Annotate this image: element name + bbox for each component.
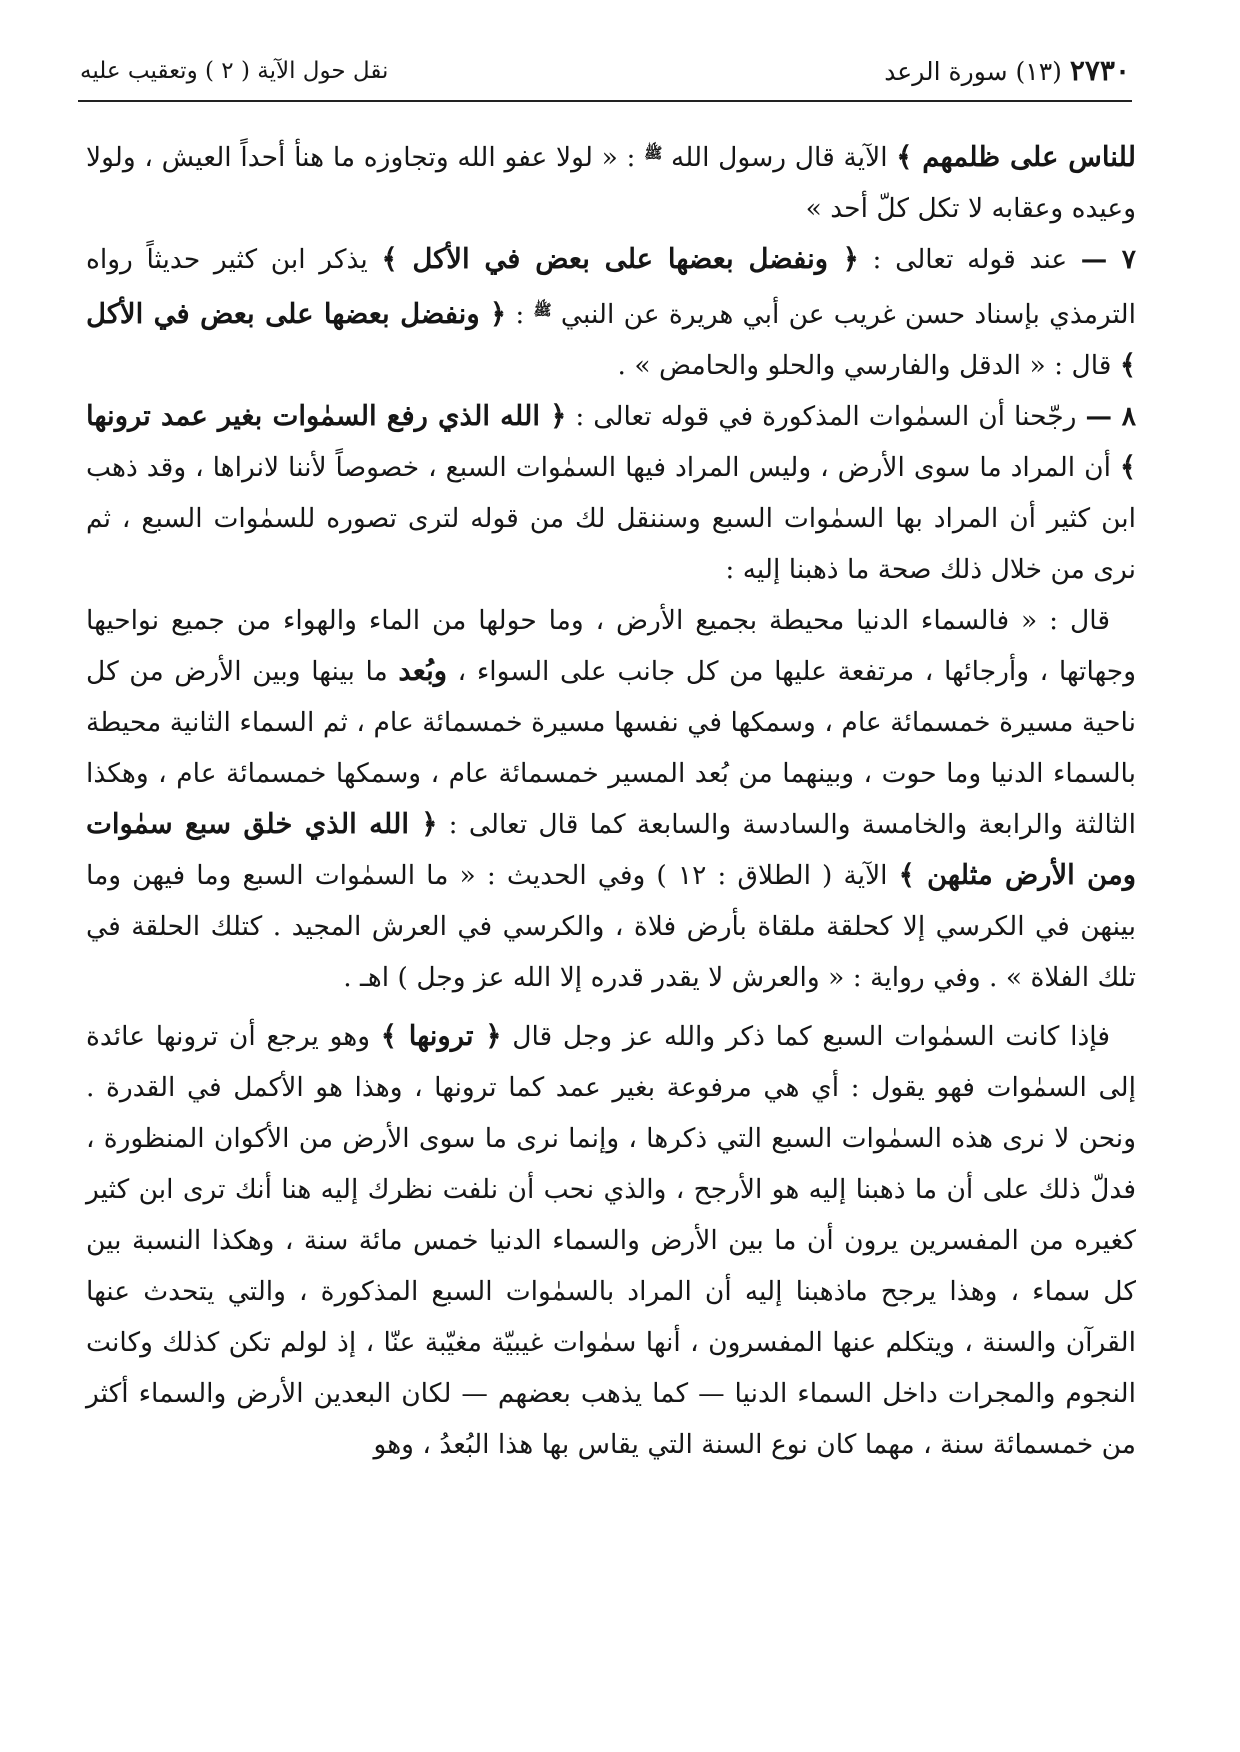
text-run: عند قوله تعالى : bbox=[858, 244, 1081, 275]
page-header bbox=[80, 48, 1130, 94]
paragraph-continuation bbox=[86, 128, 1136, 234]
text-run: رجّحنا أن السمٰوات المذكورة في قوله تعالى : bbox=[566, 401, 1086, 432]
salla-honorific-icon: ﷺ bbox=[644, 144, 663, 162]
text-run: يذكر ابن كثير حديثاً رواه الترمذي بإسناد حسن غريب عن أبي هريرة عن النبي bbox=[86, 244, 1136, 330]
page-number: ٢٧٣٠ bbox=[1069, 54, 1130, 87]
verse-quote: ﴿ ونفضل بعضها على بعض في الأكل ﴾ bbox=[86, 298, 1136, 381]
paragraph-commentary bbox=[86, 1011, 1136, 1470]
text-run: أن المراد ما سوى الأرض ، وليس المراد فيها السمٰوات السبع ، خصوصاً لأننا لانراها ، وقد ذهب ابن كثير أن المراد بها السمٰوات السبع وسننقل لك من قوله لترى تصوره للسمٰوات السبع ، ثم نرى من خلال ذلك صحة ما ذهبنا إليه : bbox=[86, 452, 1136, 585]
emphasized-word: وبُعد bbox=[398, 655, 448, 687]
verse-quote: للناس على ظلمهم ﴾ bbox=[896, 141, 1136, 173]
note-number: ٧ — bbox=[1080, 244, 1136, 275]
paragraph-quotation bbox=[86, 595, 1136, 1003]
text-run: : « لولا عفو الله وتجاوزه ما هنأ أحداً العيش ، ولولا وعيده وعقابه لا تكل كلّ أحد » bbox=[86, 142, 1136, 224]
paragraph-note-8 bbox=[86, 391, 1136, 595]
verse-quote: ﴿ ونفضل بعضها على بعض في الأكل ﴾ bbox=[381, 243, 859, 275]
section-title: نقل حول الآية ( ٢ ) وتعقيب عليه bbox=[80, 58, 389, 84]
text-run: الآية قال رسول الله bbox=[662, 142, 897, 173]
text-run: وهو يرجع أن ترونها عائدة إلى السمٰوات فهو يقول : أي هي مرفوعة بغير عمد كما ترونها ، وهذا هو الأكمل في القدرة . ونحن لا نرى هذه السمٰوات السبع التي ذكرها ، وإنما نرى ما سوى الأرض من الأكوان المنظورة ، فدلّ ذلك على أن ما ذهبنا إليه هو الأرجح ، والذي نحب أن نلفت نظرك إليه هنا أنك ترى ابن كثير كغيره من المفسرين يرون أن ما بين الأرض والسماء الدنيا خمس مائة سنة ، وهكذا النسبة بين كل سماء ، وهذا يرجح ماذهبنا إليه أن المراد بالسمٰوات السبع المذكورة ، والتي يتحدث عنها القرآن والسنة ، ويتكلم عنها المفسرون ، أنها سمٰوات غيبيّة مغيّبة عنّا ، إذ لولم تكن كذلك وكانت النجوم والمجرات داخل السماء الدنيا — كما يذهب بعضهم — لكان البعدين الأرض والسماء أكثر من خمسمائة سنة ، مهما كان نوع السنة التي يقاس بها هذا البُعدُ ، وهو bbox=[86, 1021, 1136, 1460]
text-run: قال : « فالسماء الدنيا محيطة بجميع الأرض ، وما حولها من الماء والهواء من جميع نواحيها وجهاتها ، وأرجائها ، مرتفعة عليها من كل جانب على السواء ، bbox=[86, 605, 1136, 687]
text-run: ما بينها وبين الأرض من كل ناحية مسيرة خمسمائة عام ، وسمكها في نفسها مسيرة خمسمائة عام ، ثم السماء الثانية محيطة بالسماء الدنيا وما حوت ، وبينهما من بُعد المسير خمسمائة عام ، وسمكها خمسمائة عام ، وهكذا الثالثة والرابعة والخامسة والسادسة والسابعة كما قال تعالى : bbox=[86, 656, 1136, 840]
text-run: قال : « الدقل والفارسي والحلو والحامض » . bbox=[617, 350, 1120, 381]
surah-label: (١٣) سورة الرعد bbox=[884, 57, 1062, 86]
verse-quote: ﴿ الله الذي رفع السمٰوات بغير عمد ترونها ﴾ bbox=[86, 400, 1136, 483]
verse-quote: ﴿ الله الذي خلق سبع سمٰوات ومن الأرض مثلهن ﴾ bbox=[86, 808, 1136, 891]
page-number-and-surah bbox=[884, 54, 1130, 87]
main-text bbox=[86, 128, 1136, 1470]
header-divider bbox=[78, 100, 1132, 102]
paragraph-note-7 bbox=[86, 234, 1136, 391]
salla-honorific-icon: ﷺ bbox=[533, 301, 552, 319]
text-run: : bbox=[506, 299, 534, 330]
note-number: ٨ — bbox=[1085, 401, 1136, 432]
text-run: فإذا كانت السمٰوات السبع كما ذكر والله عز وجل قال bbox=[501, 1021, 1110, 1052]
text-run: الآية ( الطلاق : ١٢ ) وفي الحديث : « ما السمٰوات السبع وما فيهن وما بينهن في الكرسي إلا كحلقة ملقاة بأرض فلاة ، والكرسي في العرش المجيد . كتلك الحلقة في تلك الفلاة » . وفي رواية : « والعرش لا يقدر قدره إلا الله عز وجل ) اهـ . bbox=[86, 860, 1136, 993]
verse-quote: ﴿ ترونها ﴾ bbox=[380, 1020, 502, 1052]
